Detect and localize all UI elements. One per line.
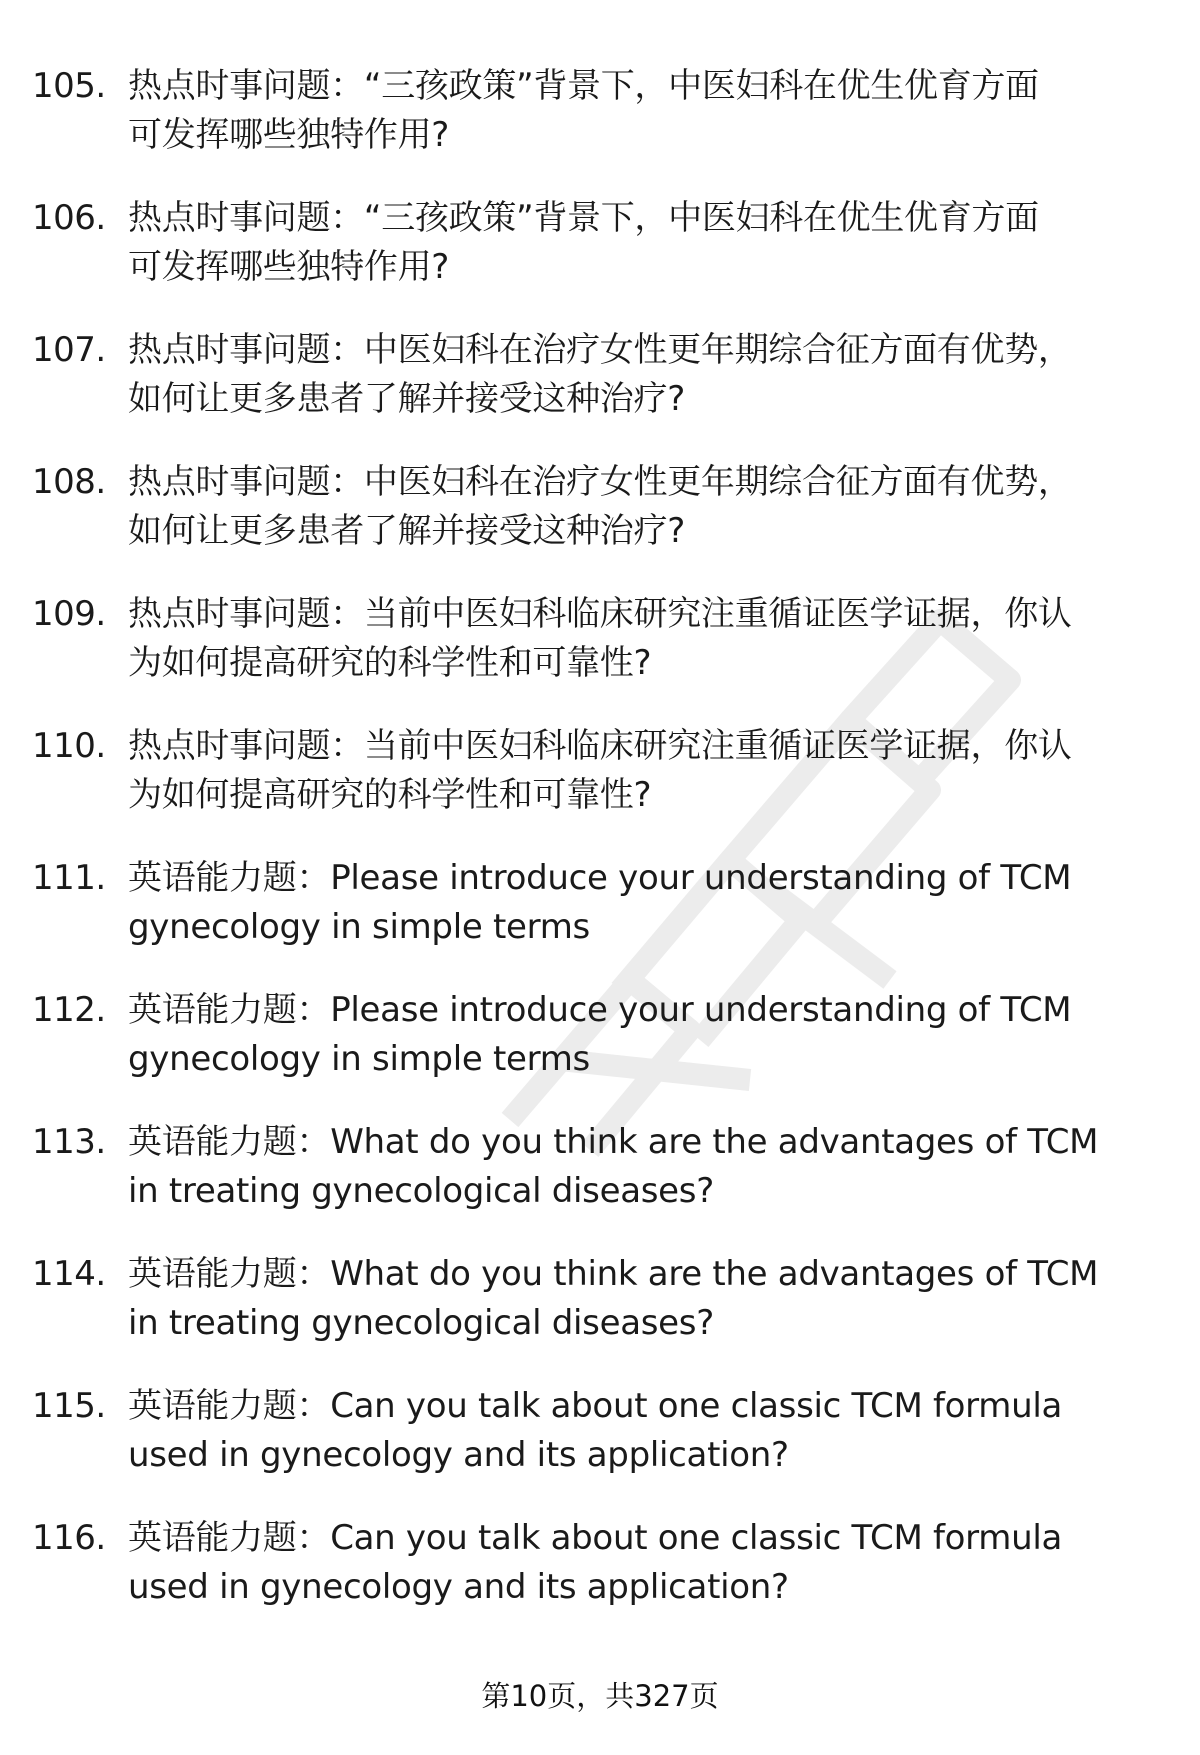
question-item (32, 1118, 1152, 1250)
question-text (128, 458, 1152, 556)
question-item (32, 1382, 1152, 1514)
question-line: gynecology in simple terms (128, 907, 590, 947)
question-line: 热点时事问题：“三孩政策”背景下，中医妇科在优生优育方面 (128, 66, 1039, 106)
question-number: 112. (32, 990, 106, 1030)
question-text (128, 986, 1152, 1084)
page-indicator: 第10页，共327页 (481, 1679, 719, 1713)
question-line: 为如何提高研究的科学性和可靠性? (128, 643, 652, 683)
question-item (32, 194, 1152, 326)
question-number: 111. (32, 858, 106, 898)
question-line: 英语能力题：What do you think are the advantages of TCM (128, 1122, 1099, 1162)
question-line: 热点时事问题：“三孩政策”背景下，中医妇科在优生优育方面 (128, 198, 1039, 238)
question-item (32, 62, 1152, 194)
question-text (128, 1118, 1152, 1216)
question-text (128, 62, 1152, 160)
question-number: 116. (32, 1518, 106, 1558)
question-line: 英语能力题：Please introduce your understanding of TCM (128, 858, 1072, 898)
question-line: gynecology in simple terms (128, 1039, 590, 1079)
question-number: 108. (32, 462, 106, 502)
question-line: 可发挥哪些独特作用? (128, 115, 450, 155)
question-line: 英语能力题：Can you talk about one classic TCM formula (128, 1386, 1063, 1426)
question-line: 为如何提高研究的科学性和可靠性? (128, 775, 652, 815)
question-line: 英语能力题：Can you talk about one classic TCM formula (128, 1518, 1063, 1558)
question-number: 109. (32, 594, 106, 634)
question-text (128, 854, 1152, 952)
question-text (128, 1382, 1152, 1480)
question-item (32, 854, 1152, 986)
question-item (32, 986, 1152, 1118)
question-item (32, 1250, 1152, 1382)
question-item (32, 458, 1152, 590)
question-number: 115. (32, 1386, 106, 1426)
question-number: 113. (32, 1122, 106, 1162)
question-line: 英语能力题：What do you think are the advantages of TCM (128, 1254, 1099, 1294)
question-item (32, 326, 1152, 458)
question-line: used in gynecology and its application? (128, 1567, 789, 1607)
question-number: 110. (32, 726, 106, 766)
question-line: 如何让更多患者了解并接受这种治疗? (128, 379, 685, 419)
question-item (32, 722, 1152, 854)
question-line: 可发挥哪些独特作用? (128, 247, 450, 287)
question-number: 114. (32, 1254, 106, 1294)
question-text (128, 326, 1152, 424)
question-line: in treating gynecological diseases? (128, 1171, 714, 1211)
question-text (128, 1514, 1152, 1612)
question-text (128, 1250, 1152, 1348)
question-line: in treating gynecological diseases? (128, 1303, 714, 1343)
question-number: 105. (32, 66, 106, 106)
question-number: 106. (32, 198, 106, 238)
question-line: 热点时事问题：中医妇科在治疗女性更年期综合征方面有优势， (128, 330, 1072, 370)
question-line: used in gynecology and its application? (128, 1435, 789, 1475)
question-line: 英语能力题：Please introduce your understanding of TCM (128, 990, 1072, 1030)
question-text (128, 590, 1152, 688)
question-item (32, 590, 1152, 722)
question-list (32, 62, 1152, 1646)
question-line: 如何让更多患者了解并接受这种治疗? (128, 511, 685, 551)
question-item (32, 1514, 1152, 1646)
question-line: 热点时事问题：中医妇科在治疗女性更年期综合征方面有优势， (128, 462, 1072, 502)
question-text (128, 722, 1152, 820)
question-line: 热点时事问题：当前中医妇科临床研究注重循证医学证据，你认 (128, 726, 1072, 766)
question-number: 107. (32, 330, 106, 370)
question-line: 热点时事问题：当前中医妇科临床研究注重循证医学证据，你认 (128, 594, 1072, 634)
question-text (128, 194, 1152, 292)
